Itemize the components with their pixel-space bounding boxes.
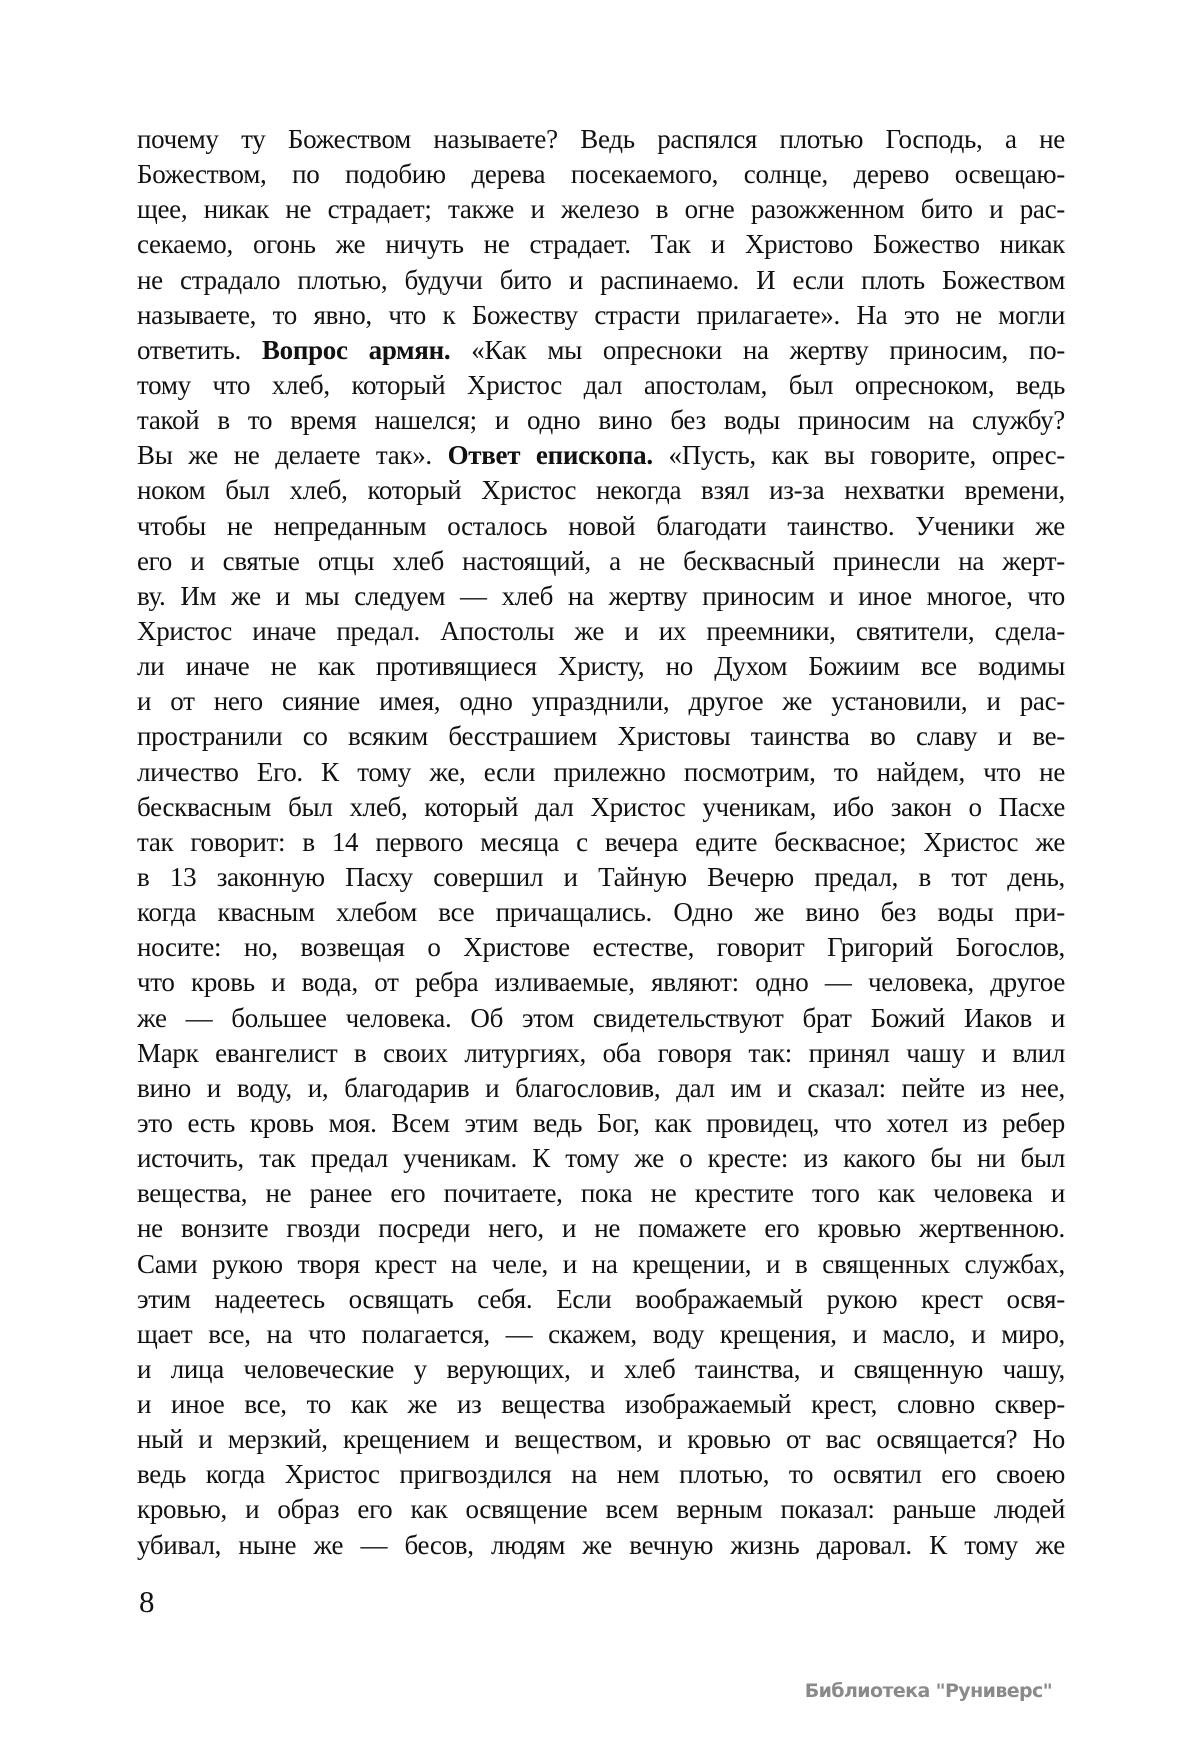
bold-heading: Ответ епископа. [447,440,653,471]
text-line: пространили со всяким бесстрашием Христовы таинства во славу и ве- [137,721,1065,752]
text-line: бесквасным был хлеб, который дал Христос ученикам, ибо закон о Пасхе [137,791,1065,822]
text-line: убивал, ныне же — бесов, людям же вечную жизнь даровал. К тому же [137,1529,1065,1560]
text-line: ли иначе не как противящиеся Христу, но Духом Божиим все водимы [137,651,1065,682]
text-line: чтобы не непреданным осталось новой благодати таинство. Ученики же [137,510,1065,541]
text-line [137,438,1065,473]
text-line: секаемо, огонь же ничуть не страдает. Так и Христово Божество никак [137,229,1065,260]
text-line: почему ту Божеством называете? Ведь распялся плотью Господь, а не [137,124,1065,154]
text-line: его и святые отцы хлеб настоящий, а не бесквасный принесли на жерт- [137,545,1065,576]
text-line: ноком был хлеб, который Христос некогда взял из-за нехватки времени, [137,475,1065,506]
text-line: личество Его. К тому же, если прилежно посмотрим, то найдем, что не [137,756,1065,787]
text-line: Христос иначе предал. Апостолы же и их преемники, святители, сдела- [137,615,1065,646]
text-line: такой в то время нашелся; и одно вино без воды приносим на службу? [137,405,1065,436]
text-line: Сами рукою творя крест на челе, и на крещении, и в священных службах, [137,1248,1065,1279]
text-segment: ответить. [137,334,262,365]
text-line: щает все, на что полагается, — скажем, воду крещения, и масло, и миро, [137,1318,1065,1349]
text-line: этим надеетесь освящать себя. Если воображаемый рукою крест освя- [137,1283,1065,1314]
text-line: ведь когда Христос пригвоздился на нем плотью, то освятил его своею [137,1459,1065,1490]
text-line: же — большее человека. Об этом свидетельствуют брат Божий Иаков и [137,1002,1065,1033]
text-line: не страдало плотью, будучи бито и распинаемо. И если плоть Божеством [137,264,1065,295]
text-segment: «Пусть, как вы говорите, опрес- [652,440,1065,471]
text-line: вещества, не ранее его почитаете, пока не крестите того как человека и [137,1178,1065,1209]
text-line: это есть кровь моя. Всем этим ведь Бог, как провидец, что хотел из ребер [137,1107,1065,1138]
text-line: называете, то явно, что к Божеству страсти прилагаете». На это не могли [137,299,1065,330]
text-line: тому что хлеб, который Христос дал апостолам, был опресноком, ведь [137,369,1065,400]
bold-heading: Вопрос армян. [261,334,451,365]
text-line [137,333,1065,368]
text-line: источить, так предал ученикам. К тому же о кресте: из какого бы ни был [137,1143,1065,1174]
text-line: что кровь и вода, от ребра изливаемые, являют: одно — человека, другое [137,967,1065,998]
text-line: и лица человеческие у верующих, и хлеб таинства, и священную чашу, [137,1353,1065,1384]
text-segment: Вы же не делаете так». [137,440,448,471]
text-line: ный и мерзкий, крещением и веществом, и кровью от вас освящается? Но [137,1424,1065,1455]
text-line: Марк евангелист в своих литургиях, оба говоря так: принял чашу и влил [137,1037,1065,1068]
text-line: так говорит: в 14 первого месяца с вечера едите бесквасное; Христос же [137,826,1065,857]
library-watermark: Библиотека "Руниверс" [804,1680,1052,1702]
text-line: кровью, и образ его как освящение всем верным показал: раньше людей [137,1494,1065,1525]
text-line: ву. Им же и мы следуем — хлеб на жертву приносим и иное многое, что [137,580,1065,611]
text-line: когда квасным хлебом все причащались. Одно же вино без воды при- [137,897,1065,928]
text-line: не вонзите гвозди посреди него, и не помажете его кровью жертвенною. [137,1213,1065,1244]
text-line: вино и воду, и, благодарив и благословив, дал им и сказал: пейте из нее, [137,1072,1065,1103]
text-line: в 13 законную Пасху совершил и Тайную Вечерю предал, в тот день, [137,861,1065,892]
text-line: и иное все, то как же из вещества изображаемый крест, словно сквер- [137,1389,1065,1420]
text-segment: «Как мы опресноки на жертву приносим, по- [450,334,1065,365]
text-line: щее, никак не страдает; также и железо в огне разожженном бито и рас- [137,194,1065,225]
body-text [137,122,1065,1563]
text-line: и от него сияние имея, одно упразднили, другое же установили, и рас- [137,686,1065,717]
text-line: Божеством, по подобию дерева посекаемого, солнце, дерево освещаю- [137,159,1065,190]
page-number: 8 [139,1584,155,1619]
text-line: носите: но, возвещая о Христове естестве, говорит Григорий Богослов, [137,932,1065,963]
